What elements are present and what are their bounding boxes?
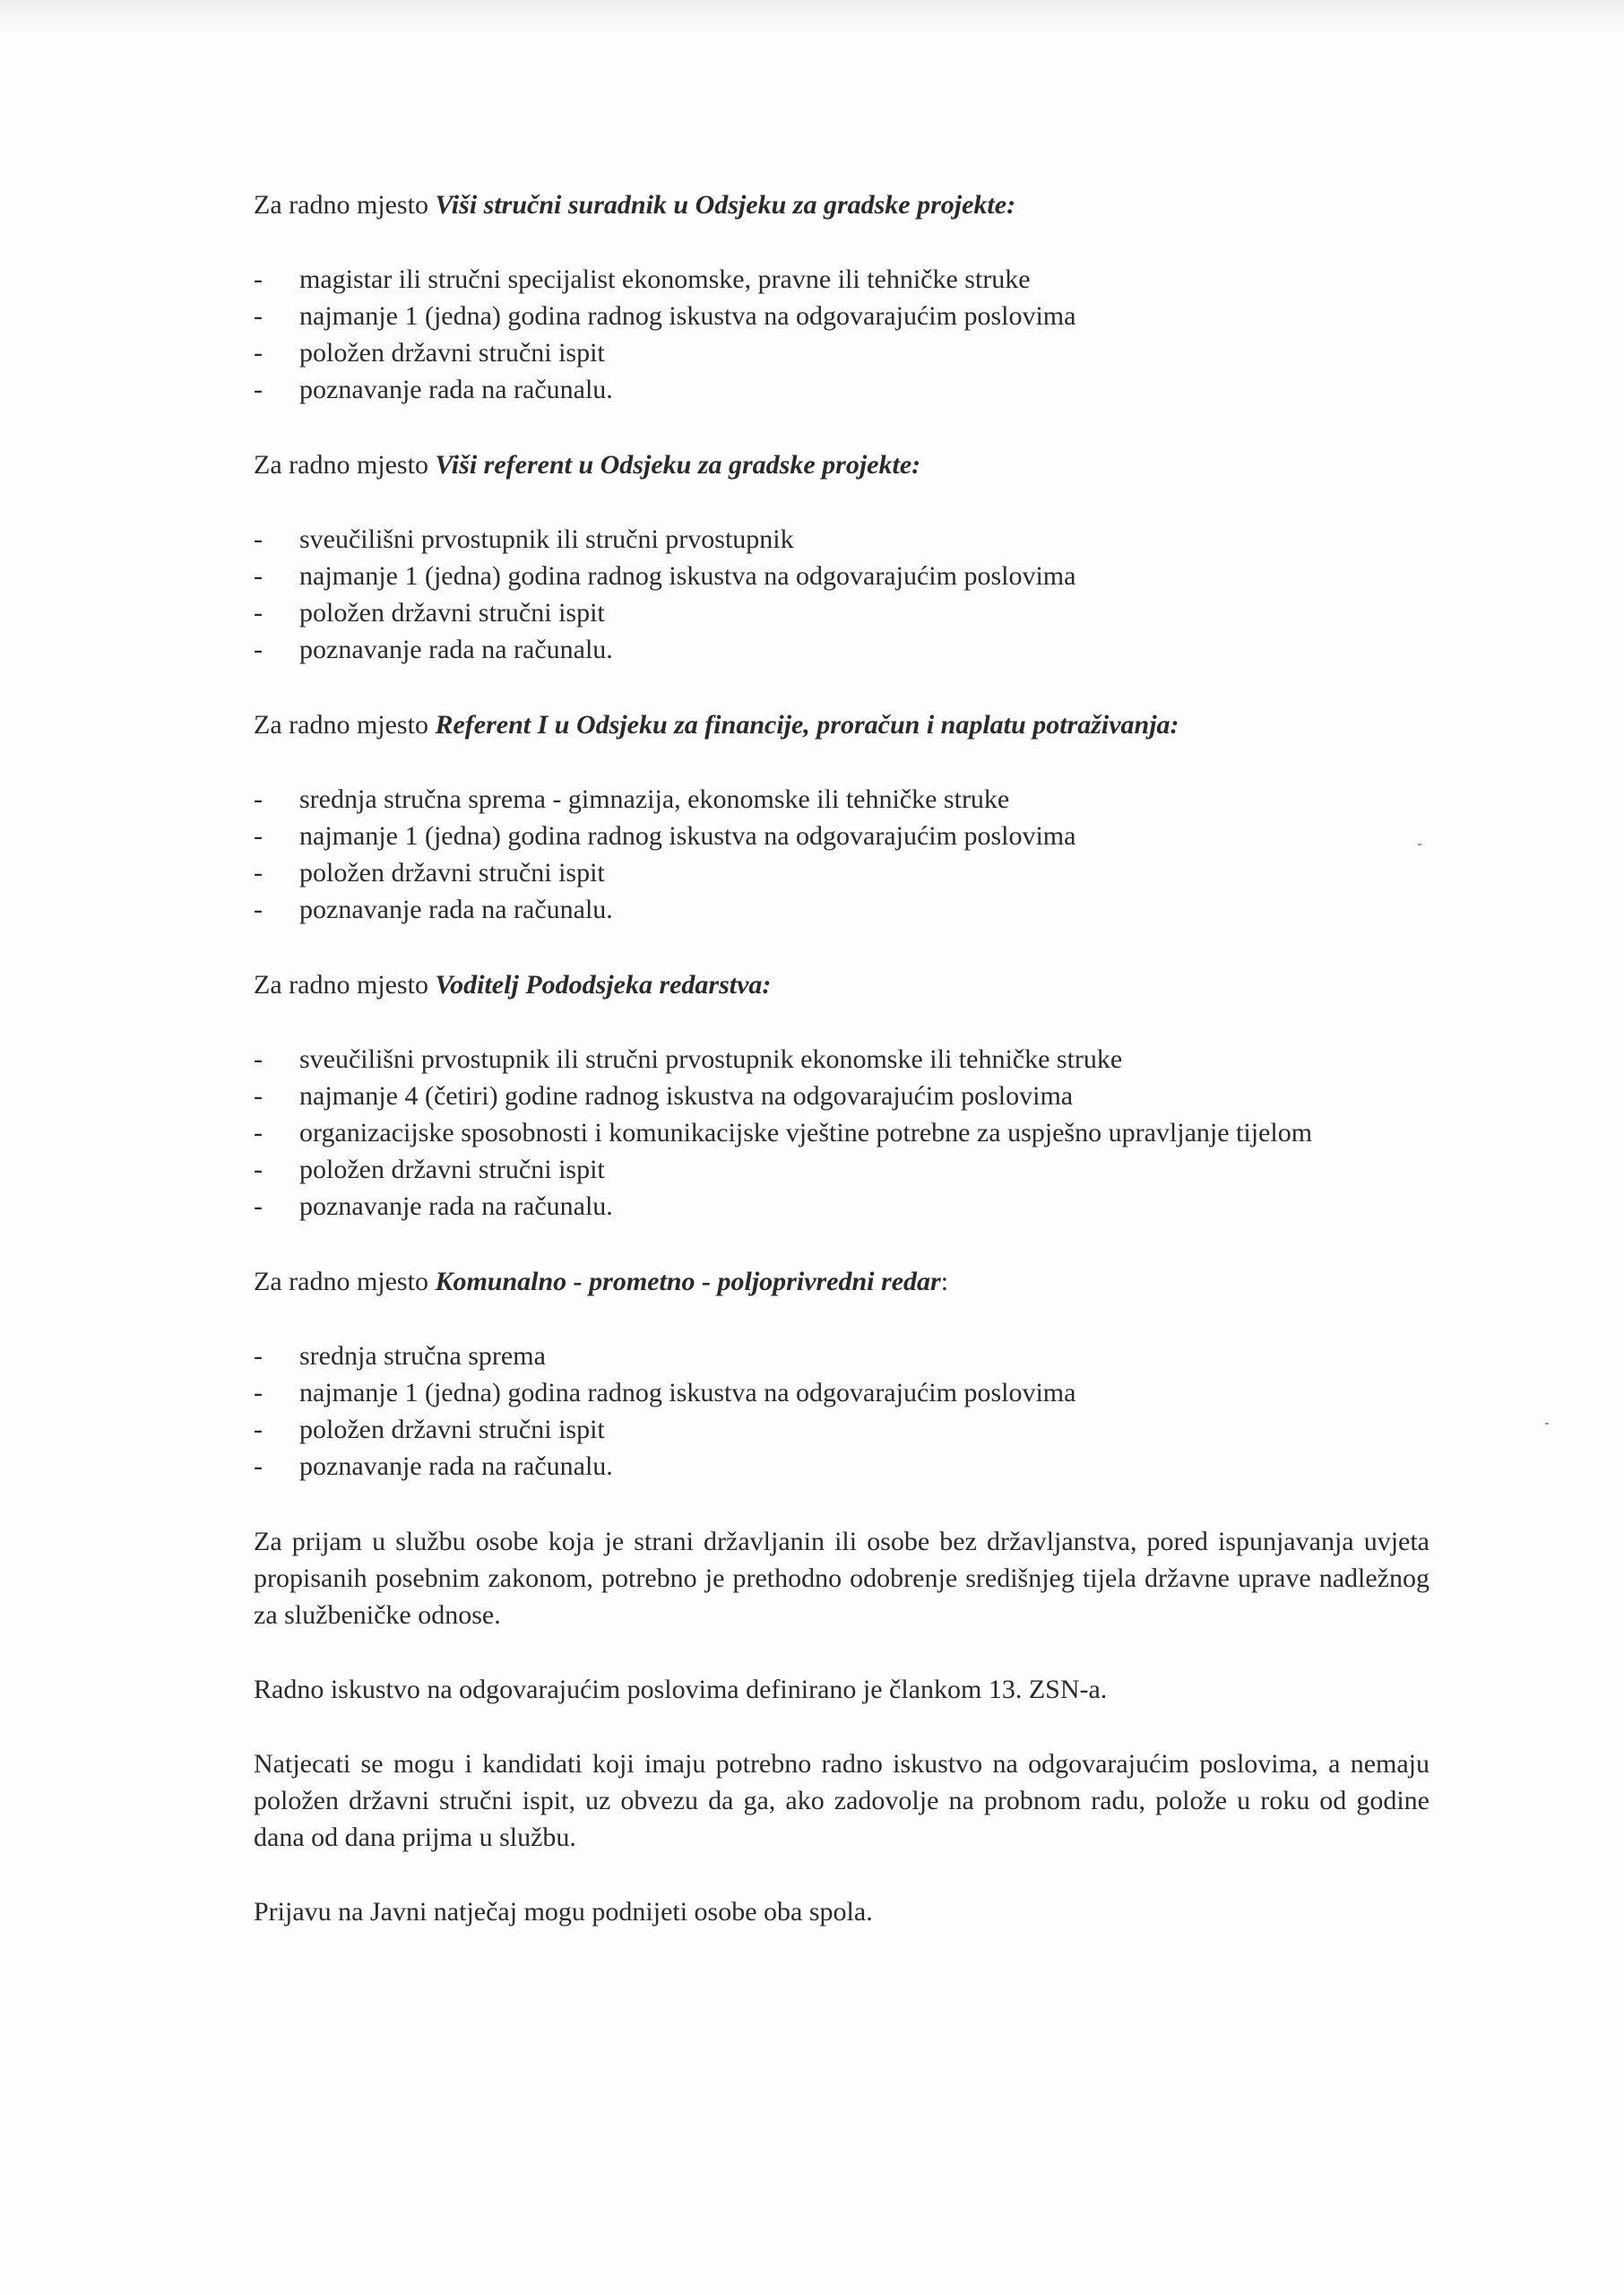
heading-intro: Za radno mjesto <box>254 970 436 1000</box>
scan-speck <box>1545 1423 1549 1425</box>
requirement-item: - poznavanje rada na računalu. <box>254 371 1430 408</box>
job-position-title: Komunalno - prometno - poljoprivredni redar <box>435 1267 941 1296</box>
requirement-item: - najmanje 1 (jedna) godina radnog iskustva na odgovarajućim poslovima <box>254 1374 1430 1411</box>
requirement-item: - poznavanje rada na računalu. <box>254 1448 1430 1485</box>
foreign-citizens-paragraph: Za prijam u službu osobe koja je strani državljanin ili osobe bez državljanstva, pored ispunjavanja uvjeta propisanih posebnim zakonom, potrebno je prethodno odobrenje središnjeg tijela državne uprave nadležnog za službeničke odnose. <box>254 1527 1430 1630</box>
work-experience-paragraph: Radno iskustvo na odgovarajućim poslovima definirano je člankom 13. ZSN-a. <box>254 1675 1108 1704</box>
requirement-item: - položen državni stručni ispit <box>254 594 1430 631</box>
requirements-list <box>254 521 1430 668</box>
requirements-list <box>254 1338 1430 1485</box>
requirement-item: - srednja stručna sprema - gimnazija, ekonomske ili tehničke struke <box>254 781 1430 818</box>
both-sexes-paragraph: Prijavu na Javni natječaj mogu podnijeti osobe oba spola. <box>254 1897 873 1927</box>
exam-obligation-paragraph: Natjecati se mogu i kandidati koji imaju potrebno radno iskustvo na odgovarajućim poslovima, a nemaju položen državni stručni ispit, uz obvezu da ga, ako zadovolje na probnom radu, polože u roku od godine dana od dana prijma u službu. <box>254 1749 1430 1852</box>
section-heading <box>254 966 1430 1003</box>
requirement-item: - položen državni stručni ispit <box>254 1151 1430 1188</box>
section-heading <box>254 1263 1430 1300</box>
job-section <box>254 446 1430 668</box>
job-position-title: Viši stručni suradnik u Odsjeku za gradske projekte: <box>435 190 1016 220</box>
job-position-title: Referent I u Odsjeku za financije, proračun i naplatu potraživanja: <box>435 710 1179 740</box>
job-section <box>254 1263 1430 1485</box>
job-section <box>254 706 1430 928</box>
requirements-list <box>254 1041 1430 1225</box>
requirement-item: - položen državni stručni ispit <box>254 334 1430 371</box>
heading-colon: : <box>940 1267 949 1296</box>
requirement-item: - najmanje 1 (jedna) godina radnog iskustva na odgovarajućim poslovima <box>254 818 1430 854</box>
requirement-item: - sveučilišni prvostupnik ili stručni prvostupnik <box>254 521 1430 558</box>
requirement-item: - srednja stručna sprema <box>254 1338 1430 1374</box>
requirements-list <box>254 781 1430 928</box>
job-position-title: Viši referent u Odsjeku za gradske projekte: <box>435 450 921 480</box>
heading-intro: Za radno mjesto <box>254 190 436 220</box>
heading-intro: Za radno mjesto <box>254 450 436 480</box>
section-heading <box>254 186 1430 223</box>
requirement-item: - poznavanje rada na računalu. <box>254 631 1430 668</box>
section-heading <box>254 706 1430 743</box>
requirement-item: - položen državni stručni ispit <box>254 1411 1430 1448</box>
document-body <box>254 186 1430 1968</box>
requirement-item: - poznavanje rada na računalu. <box>254 891 1430 928</box>
section-heading <box>254 446 1430 483</box>
job-section <box>254 186 1430 408</box>
requirement-item: - magistar ili stručni specijalist ekonomske, pravne ili tehničke struke <box>254 261 1430 298</box>
requirement-item: - organizacijske sposobnosti i komunikacijske vještine potrebne za uspješno upravljanje tijelom <box>254 1114 1430 1151</box>
requirement-item: - poznavanje rada na računalu. <box>254 1188 1430 1225</box>
scan-shadow <box>0 0 1624 36</box>
heading-intro: Za radno mjesto <box>254 1267 436 1296</box>
requirement-item: - sveučilišni prvostupnik ili stručni prvostupnik ekonomske ili tehničke struke <box>254 1041 1430 1078</box>
requirement-item: - najmanje 4 (četiri) godine radnog iskustva na odgovarajućim poslovima <box>254 1078 1430 1114</box>
requirements-list <box>254 261 1430 408</box>
requirement-item: - najmanje 1 (jedna) godina radnog iskustva na odgovarajućim poslovima <box>254 298 1430 334</box>
requirement-item: - položen državni stručni ispit <box>254 854 1430 891</box>
heading-intro: Za radno mjesto <box>254 710 436 740</box>
job-section <box>254 966 1430 1225</box>
requirement-item: - najmanje 1 (jedna) godina radnog iskustva na odgovarajućim poslovima <box>254 558 1430 594</box>
job-position-title: Voditelj Pododsjeka redarstva: <box>435 970 772 1000</box>
